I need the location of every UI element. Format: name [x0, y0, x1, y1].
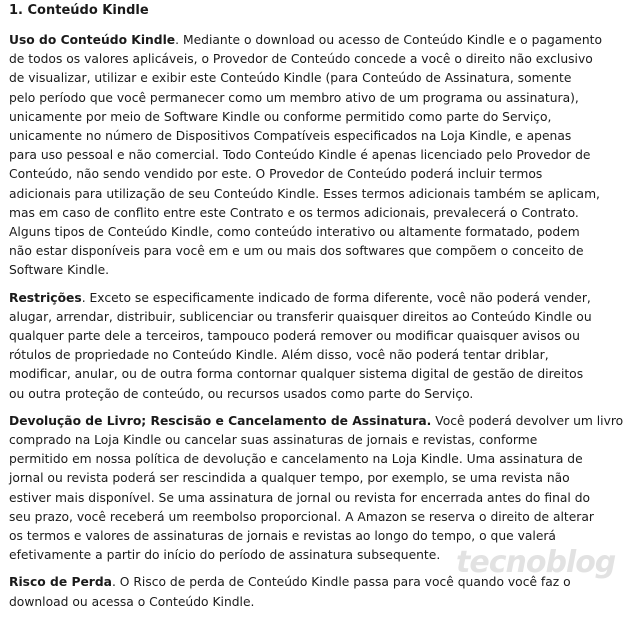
paragraph-text: . Mediante o download ou acesso de Conteúdo Kindle e o pagamento [175, 33, 602, 47]
paragraph-line: de todos os valores aplicáveis, o Provedor de Conteúdo concede a você o direito não exclusivo [9, 52, 593, 67]
paragraph-line: comprado na Loja Kindle ou cancelar suas assinaturas de jornais e revistas, conforme [9, 433, 538, 448]
paragraph-line: alugar, arrendar, distribuir, sublicenciar ou transferir quaisquer direitos ao Conteúdo Kindle ou [9, 309, 592, 324]
paragraph-line: unicamente por meio de Software Kindle ou conforme permitido como parte do Serviço, [9, 109, 552, 124]
paragraph-line: não estar disponíveis para você em e um ou mais dos softwares que compõem o conceito de [9, 244, 584, 259]
paragraph-line: ou outra proteção de conteúdo, ou recursos usados como parte do Serviço. [9, 386, 474, 401]
paragraph-line: modificar, anular, ou de outra forma contornar qualquer sistema digital de gestão de direitos [9, 367, 584, 382]
paragraph-restricoes [9, 289, 633, 404]
paragraph-heading: Uso do Conteúdo Kindle [9, 33, 176, 47]
paragraph-line: adicionais para utilização de seu Conteúdo Kindle. Esses termos adicionais também se aplicam, [9, 186, 600, 201]
paragraph-line: download ou acessa o Conteúdo Kindle. [9, 594, 255, 609]
paragraph-line [9, 289, 633, 308]
document-page [9, 0, 633, 620]
paragraph-line: de visualizar, utilizar e exibir este Conteúdo Kindle (para Conteúdo de Assinatura, somente [9, 71, 572, 86]
paragraph-line: os termos e valores de assinaturas de jornais e revistas ao longo do tempo, o que valerá [9, 529, 556, 544]
paragraph-line: permitido em nossa política de devolução e cancelamento na Loja Kindle. Uma assinatura de [9, 452, 583, 467]
paragraph-line: unicamente no número de Dispositivos Compatíveis especificados na Loja Kindle, e apenas [9, 129, 572, 144]
section-title: 1. Conteúdo Kindle [9, 3, 149, 18]
paragraph-line: qualquer parte dele a terceiros, tampouco poderá remover ou modificar quaisquer avisos ou [9, 329, 580, 344]
paragraph-line: estiver mais disponível. Se uma assinatura de jornal ou revista for encerrada antes do final do [9, 490, 591, 505]
paragraph-line: pelo período que você permanecer como um membro ativo de um programa ou assinatura), [9, 90, 579, 105]
paragraph-line: mas em caso de conflito entre este Contrato e os termos adicionais, prevalecerá o Contrato. [9, 205, 579, 220]
paragraph-uso [9, 31, 633, 281]
paragraph-heading: Risco de Perda [9, 575, 112, 590]
paragraph-text: . O Risco de perda de Conteúdo Kindle passa para você quando você faz o [111, 575, 571, 590]
paragraph-line: jornal ou revista poderá ser rescindida a qualquer tempo, por exemplo, se uma revista não [9, 471, 570, 486]
paragraph-line: Conteúdo, não sendo vendido por este. O Provedor de Conteúdo poderá incluir termos [9, 167, 543, 182]
paragraph-line: Software Kindle. [9, 263, 110, 278]
paragraph-line: para uso pessoal e não comercial. Todo Conteúdo Kindle é apenas licenciado pelo Provedor de [9, 148, 591, 163]
paragraph-text: Você poderá devolver um livro [431, 413, 624, 428]
paragraph-line: efetivamente a partir do início do período de assinatura subsequente. [9, 548, 441, 563]
paragraph-line: rótulos de propriedade no Conteúdo Kindle. Além disso, você não poderá tentar driblar, [9, 348, 549, 363]
paragraph-devolucao [9, 412, 633, 566]
paragraph-line [9, 31, 633, 50]
paragraph-line: seu prazo, você receberá um reembolso proporcional. A Amazon se reserva o direito de alterar [9, 509, 594, 524]
paragraph-text: . Exceto se especificamente indicado de forma diferente, você não poderá vender, [81, 290, 591, 305]
paragraph-heading: Devolução de Livro; Rescisão e Cancelamento de Assinatura. [9, 413, 432, 428]
watermark-logo: tecnoblog [456, 545, 616, 580]
paragraph-line: Alguns tipos de Conteúdo Kindle, como conteúdo interativo ou altamente formatado, podem [9, 225, 580, 240]
paragraph-line [9, 412, 633, 431]
paragraph-heading: Restrições [9, 290, 82, 305]
